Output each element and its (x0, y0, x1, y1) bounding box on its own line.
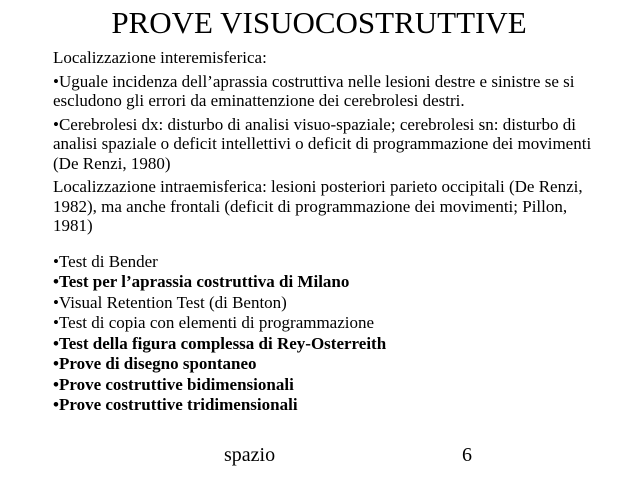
paragraph-intrahemispheric: Localizzazione intraemisferica: lesioni posteriori parieto occipitali (De Renzi, 1982), ma anche frontali (deficit di programmazione dei movimenti; Pillon, 1981) (53, 177, 583, 235)
paragraph-equal-incidence: •Uguale incidenza dell’aprassia costruttiva nelle lesioni destre e sinistre se si escludono gli errori da eminattenzione dei cerebrolesi destri. (53, 71, 575, 110)
paragraph-right-left-brain-damage: •Cerebrolesi dx: disturbo di analisi visuo-spaziale; cerebrolesi sn: disturbo di analisi spaziale o deficit intellettivi o deficit di programmazione dei movimenti (De Renzi, 1980) (53, 114, 592, 173)
slide-body (53, 48, 593, 416)
page-number: 6 (462, 444, 472, 466)
list-item: •Prove di disegno spontaneo (53, 354, 257, 373)
list-item: •Test di copia con elementi di programmazione (53, 313, 375, 332)
list-item: •Prove costruttive bidimensionali (53, 374, 294, 394)
list-item: •Test della figura complessa di Rey-Osterreith (53, 333, 387, 353)
paragraph-interhemispheric-heading: Localizzazione interemisferica: (53, 48, 267, 67)
list-item: •Visual Retention Test (di Benton) (53, 292, 287, 312)
test-list (53, 252, 593, 416)
footer-text: spazio (224, 444, 276, 466)
list-item: •Test per l’aprassia costruttiva di Milano (53, 272, 350, 291)
list-item: •Prove costruttive tridimensionali (53, 395, 298, 414)
list-item: •Test di Bender (53, 251, 158, 271)
slide-title: PROVE VISUOCOSTRUTTIVE (111, 5, 527, 40)
